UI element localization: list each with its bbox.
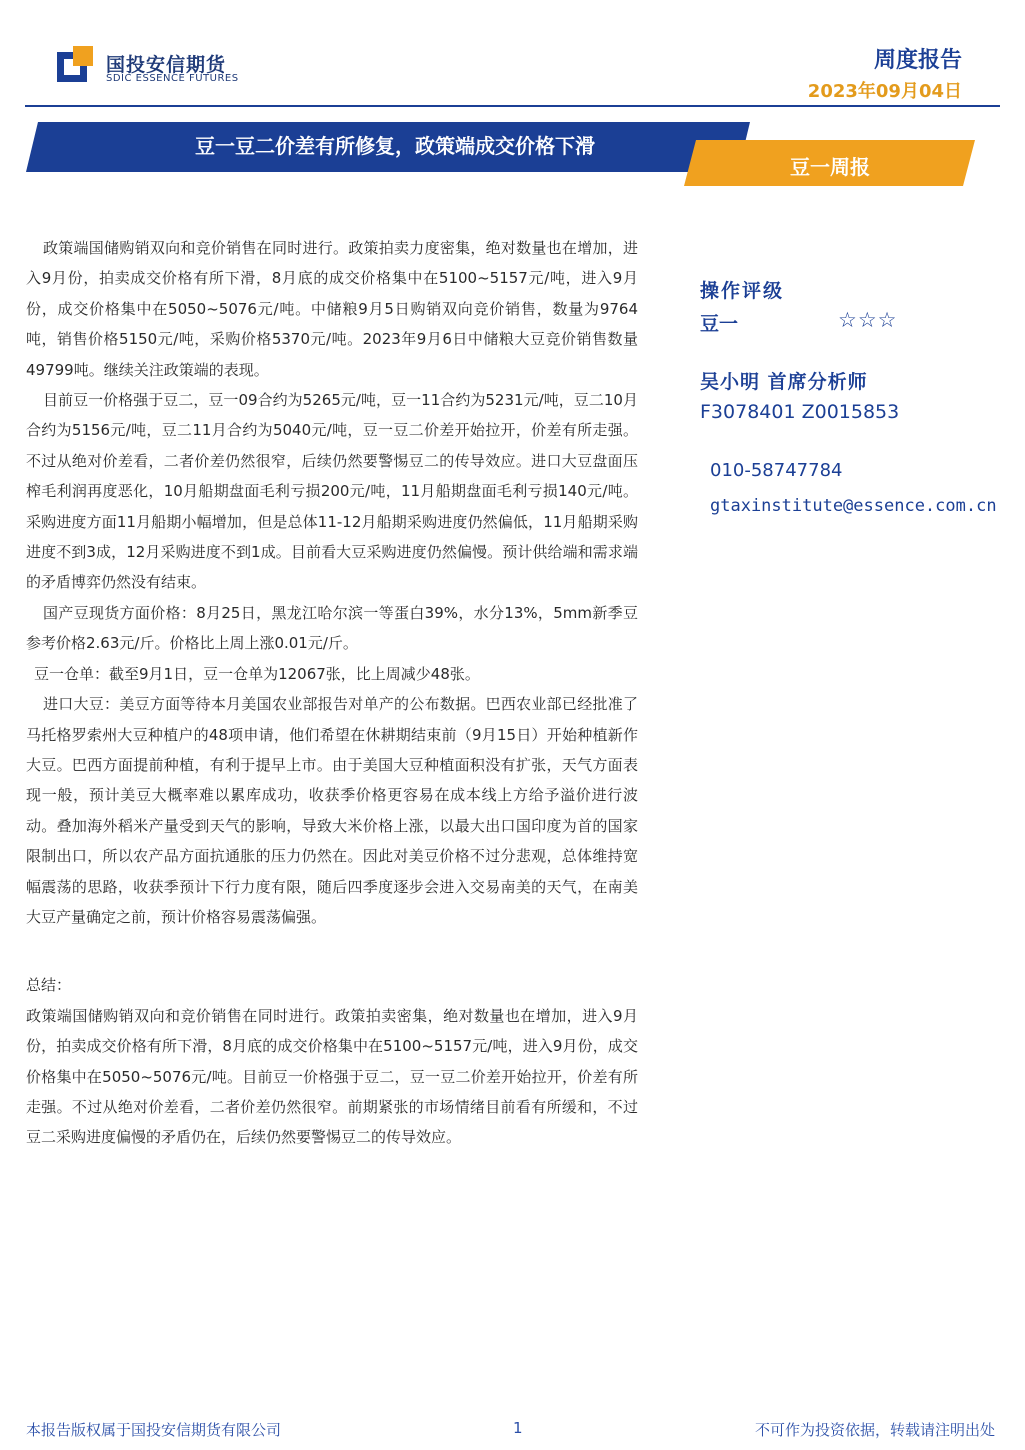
analyst-phone: 010-58747784: [710, 460, 843, 481]
analyst-certificate: F3078401 Z0015853: [700, 401, 900, 423]
body-paragraph-spot: 国产豆现货方面价格：8月25日，黑龙江哈尔滨一等蛋白39%，水分13%，5mm新季豆参考价格2.63元/斤。价格比上周上涨0.01元/斤。: [26, 603, 638, 653]
page-number: 1: [513, 1419, 523, 1437]
body-paragraph-spread: 目前豆一价格强于豆二，豆一09合约为5265元/吨，豆一11合约为5231元/吨，豆二10月合约为5156元/吨，豆二11月合约为5040元/吨，豆一豆二价差开始拉开，价差有所走强。不过从绝对价差看，二者价差仍然很窄，后续仍然要警惕豆二的传导效应。进口大豆盘面压榨毛利润再度恶化，10月船期盘面毛利亏损200元/吨，11月船期盘面毛利亏损140元/吨。采购进度方面11月船期小幅增加，但是总体11-12月船期采购进度仍然偏低，11月船期采购进度不到3成，12月采购进度不到1成。目前看大豆采购进度仍然偏慢。预计供给端和需求端的矛盾博弈仍然没有结束。: [26, 391, 638, 592]
company-logo-icon: [55, 44, 95, 84]
report-date: 2023年09月04日: [807, 81, 962, 102]
company-name-en: SDIC ESSENCE FUTURES: [106, 73, 239, 84]
summary-label: 总结：: [26, 976, 72, 995]
report-tag: 豆一周报: [790, 155, 870, 179]
report-body: [26, 233, 638, 1153]
footer-disclaimer: 不可作为投资依据，转载请注明出处: [754, 1421, 995, 1439]
body-paragraph-policy: 政策端国储购销双向和竞价销售在同时进行。政策拍卖力度密集，绝对数量也在增加，进入9月份，拍卖成交价格有所下滑，8月底的成交价格集中在5100~5157元/吨，进入9月份，成交价格集中在5050~5076元/吨。中储粮9月5日购销双向竞价销售，数量为9764吨，销售价格5150元/吨，采购价格5370元/吨。2023年9月6日中储粮大豆竞价销售数量49799吨。继续关注政策端的表现。: [26, 239, 638, 379]
report-type: 周度报告: [873, 48, 962, 73]
rating-stars-icon: ☆☆☆: [838, 308, 898, 332]
analyst-email-link[interactable]: gtaxinstitute@essence.com.cn: [710, 496, 997, 516]
company-name-cn: 国投安信期货: [106, 54, 227, 76]
summary-text: 政策端国储购销双向和竞价销售在同时进行。政策拍卖密集，绝对数量也在增加，进入9月份，拍卖成交价格有所下滑，8月底的成交价格集中在5100~5157元/吨，进入9月份，成交价格集中在5050~5076元/吨。目前豆一价格强于豆二，豆一豆二价差开始拉开，价差有所走强。不过从绝对价差看，二者价差仍然很窄。前期紧张的市场情绪目前看有所缓和，不过豆二采购进度偏慢的矛盾仍在，后续仍然要警惕豆二的传导效应。: [26, 1006, 638, 1147]
footer-copyright: 本报告版权属于国投安信期货有限公司: [26, 1421, 282, 1439]
header-divider: [25, 105, 1000, 107]
body-paragraph-import: 进口大豆：美豆方面等待本月美国农业部报告对单产的公布数据。巴西农业部已经批准了马托格罗索州大豆种植户的48项申请，他们希望在休耕期结束前（9月15日）开始种植新作大豆。巴西方面提前种植，有利于提早上市。由于美国大豆种植面积没有扩张，天气方面表现一般，预计美豆大概率难以累库成功，收获季价格更容易在成本线上方给予溢价进行波动。叠加海外稻米产量受到天气的影响，导致大米价格上涨，以最大出口国印度为首的国家限制出口，所以农产品方面抗通胀的压力仍然在。因此对美豆价格不过分悲观，总体维持宽幅震荡的思路，收获季预计下行力度有限，随后四季度逐步会进入交易南美的天气，在南美大豆产量确定之前，预计价格容易震荡偏强。: [26, 695, 638, 926]
rating-product: 豆一: [700, 313, 739, 335]
report-title: 豆一豆二价差有所修复，政策端成交价格下滑: [195, 134, 595, 158]
analyst-name: 吴小明 首席分析师: [700, 371, 868, 393]
rating-title: 操作评级: [700, 280, 785, 302]
body-paragraph-warrant: 豆一仓单：截至9月1日，豆一仓单为12067张，比上周减少48张。: [34, 664, 480, 683]
